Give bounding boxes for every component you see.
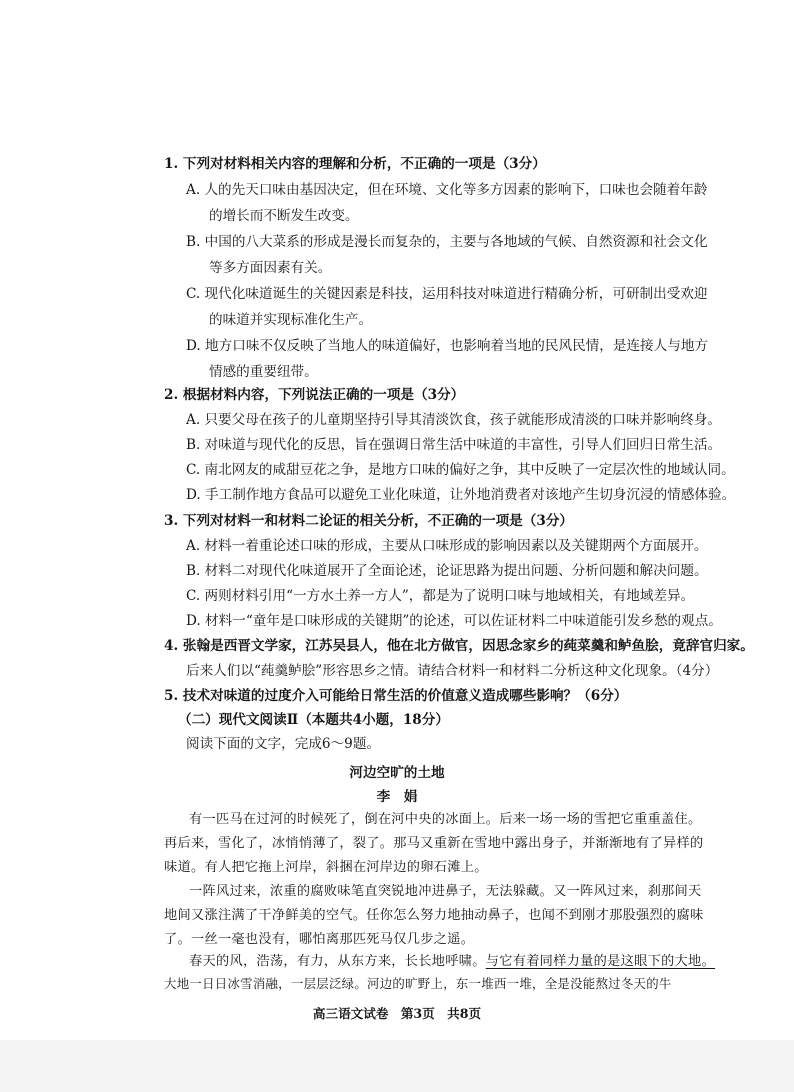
question-2-option-b: B. 对味道与现代化的反思，旨在强调日常生活中味道的丰富性，引导人们回归日常生活。 xyxy=(186,437,722,453)
article-paragraph-2-line-2: 地间又涨注满了干净鲜美的空气。任你怎么努力地抽动鼻子，也闻不到刚才那股强烈的腐味 xyxy=(164,908,704,923)
article-author: 李 娟 xyxy=(376,789,418,805)
question-4-stem-cont: 后来人们以“莼羹鲈脍”形容思乡之情。请结合材料一和材料二分析这种文化现象。（4分） xyxy=(186,663,719,679)
question-3-option-b: B. 材料二对现代化味道展开了全面论述，论证思路为提出问题、分析问题和解决问题。 xyxy=(186,563,708,579)
question-1-option-d-cont: 情感的重要纽带。 xyxy=(209,364,318,380)
question-2-stem: 2. 根据材料内容，下列说法正确的一项是（3分） xyxy=(164,387,465,403)
article-paragraph-1-line-2: 再后来，雪化了，冰悄悄薄了，裂了。那马又重新在雪地中露出身子，并渐渐地有了异样的 xyxy=(164,836,704,851)
question-1-option-c-cont: 的味道并实现标准化生产。 xyxy=(209,312,373,328)
scan-bottom-shadow xyxy=(0,1040,794,1092)
question-2-option-d: D. 手工制作地方食品可以避免工业化味道，让外地消费者对该地产生切身沉浸的情感体验。 xyxy=(186,487,736,503)
footer-page-number: 第3页 xyxy=(400,1006,435,1021)
question-3-option-a: A. 材料一着重论述口味的形成，主要从口味形成的影响因素以及关键期两个方面展开。 xyxy=(186,538,708,554)
question-1-option-a-cont: 的增长而不断发生改变。 xyxy=(209,208,359,224)
question-4-stem: 4. 张翰是西晋文学家，江苏吴县人，他在北方做官，因思念家乡的莼菜羹和鲈鱼脍，竟辞官归家。 xyxy=(164,638,754,654)
question-3-option-c: C. 两则材料引用“一方水土养一方人”，都是为了说明口味与地域相关，有地域差异。 xyxy=(186,588,695,604)
page-footer xyxy=(0,1003,794,1022)
article-paragraph-3-line-1 xyxy=(189,952,759,972)
article-paragraph-1-line-3: 味道。有人把它拖上河岸，斜捆在河岸边的卵石滩上。 xyxy=(164,860,488,875)
question-2-option-c: C. 南北网友的咸甜豆花之争，是地方口味的偏好之争，其中反映了一定层次性的地域认同。 xyxy=(186,462,735,478)
question-2-option-a: A. 只要父母在孩子的儿童期坚持引导其清淡饮食，孩子就能形成清淡的口味并影响终身。 xyxy=(186,412,722,428)
article-paragraph-2-line-1: 一阵风过来，浓重的腐败味笔直突锐地冲进鼻子，无法躲藏。又一阵风过来，刹那间天 xyxy=(189,884,702,899)
article-paragraph-2-line-3: 了。一丝一毫也没有，哪怕离那匹死马仅几步之遥。 xyxy=(164,932,475,947)
section-instruction: 阅读下面的文字，完成6～9题。 xyxy=(186,736,381,752)
question-1-option-a: A. 人的先天口味由基因决定，但在环境、文化等多方因素的影响下，口味也会随着年龄 xyxy=(186,182,708,198)
article-title: 河边空旷的土地 xyxy=(349,765,445,781)
question-5-stem: 5. 技术对味道的过度介入可能给日常生活的价值意义造成哪些影响？（6分） xyxy=(164,688,628,704)
footer-total-pages: 共8页 xyxy=(447,1006,482,1021)
question-1-option-d: D. 地方口味不仅反映了当地人的味道偏好，也影响着当地的民风民情，是连接人与地方 xyxy=(186,338,709,354)
question-1-option-c: C. 现代化味道诞生的关键因素是科技，运用科技对味道进行精确分析，可研制出受欢迎 xyxy=(186,286,708,302)
article-paragraph-1-line-1: 有一匹马在过河的时候死了，倒在河中央的冰面上。后来一场一场的雪把它重重盖住。 xyxy=(189,812,702,827)
article-paragraph-3-text: 春天的风，浩荡，有力，从东方来，长长地呼啸。 xyxy=(189,954,486,969)
article-paragraph-3-line-2: 大地一日日冰雪消融，一层层泛绿。河边的旷野上，东一堆西一堆，全是没能熬过冬天的牛 xyxy=(164,976,672,991)
question-1-option-b-cont: 等多方面因素有关。 xyxy=(209,260,332,276)
question-3-stem: 3. 下列对材料一和材料二论证的相关分析，不正确的一项是（3分） xyxy=(164,513,574,529)
footer-title: 高三语文试卷 xyxy=(312,1006,389,1021)
underlined-sentence: 与它有着同样力量的是这眼下的大地。 xyxy=(485,954,716,969)
question-1-option-b: B. 中国的八大菜系的形成是漫长而复杂的，主要与各地域的气候、自然资源和社会文化 xyxy=(186,234,708,250)
question-1-stem: 1. 下列对材料相关内容的理解和分析，不正确的一项是（3分） xyxy=(164,156,546,172)
section-heading: （二）现代文阅读Ⅱ（本题共4小题，18分） xyxy=(178,712,449,728)
question-3-option-d: D. 材料一“童年是口味形成的关键期”的论述，可以佐证材料二中味道能引发乡愁的观点。 xyxy=(186,613,722,629)
